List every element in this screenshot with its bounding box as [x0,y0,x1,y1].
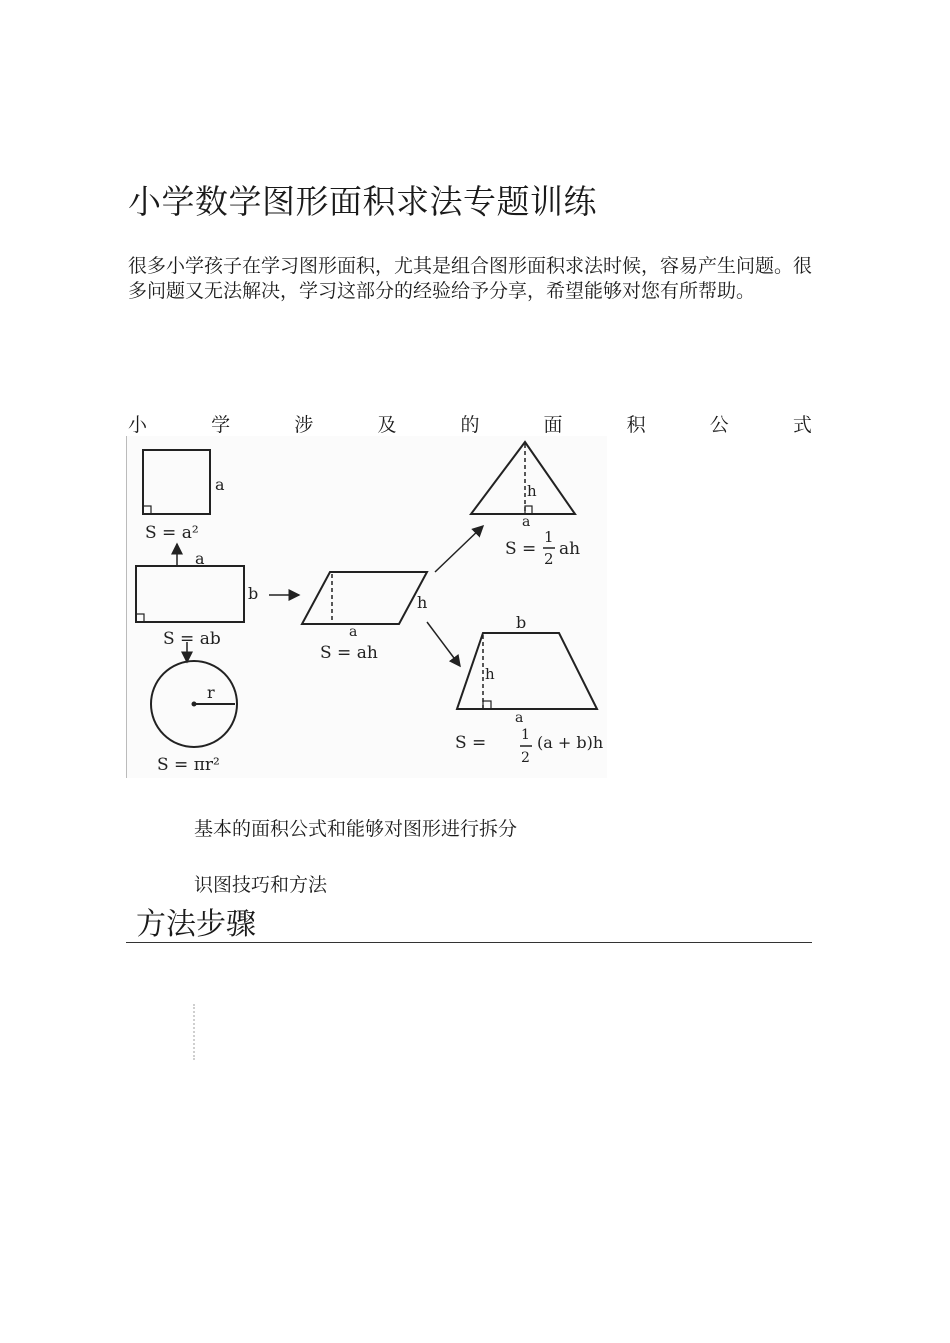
trapezoid-formula-lhs: S = [455,733,487,753]
heading-char: 公 [709,414,729,436]
trapezoid-height-label: h [485,665,495,683]
rectangle-shape [136,566,244,622]
triangle-formula-den: 2 [544,550,554,568]
heading-char: 学 [211,414,231,436]
parallelogram-formula: S = ah [320,643,378,663]
trapezoid-top-label: b [516,613,527,632]
square-shape [143,450,210,514]
square-side-label: a [215,475,225,494]
trapezoid-shape [457,633,597,709]
intro-paragraph: 很多小学孩子在学习图形面积，尤其是组合图形面积求法时候，容易产生问题。很多问题又无法解决，学习这部分的经验给予分享，希望能够对您有所帮助。 [128,255,813,302]
dotted-divider [193,1004,195,1060]
heading-char: 涉 [294,414,314,436]
document-title: 小学数学图形面积求法专题训练 [128,182,597,221]
triangle-shape [471,442,575,514]
heading-char: 式 [792,414,812,436]
trapezoid-formula-num: 1 [521,727,530,743]
triangle-formula-rhs: ah [559,539,581,559]
triangle-formula-lhs: S = [505,539,537,559]
rect-side-label: b [248,584,259,603]
parallelogram-base-label: a [349,624,358,640]
circle-radius-label: r [207,683,215,702]
parallelogram-height-label: h [417,593,428,612]
trapezoid-base-label: a [515,710,524,726]
bullet-item: 识图技巧和方法 [194,874,328,896]
triangle-formula-num: 1 [544,528,554,546]
heading-char: 积 [626,414,646,436]
circle-formula: S = πr² [157,755,220,775]
parallelogram-shape [302,572,427,624]
triangle-height-label: h [527,482,537,500]
heading-char: 的 [460,414,480,436]
bullet-item: 基本的面积公式和能够对图形进行拆分 [194,818,518,840]
triangle-base-label: a [522,514,531,530]
area-formulas-diagram [127,436,607,778]
rect-formula: S = ab [163,629,221,649]
area-formulas-figure [126,436,607,778]
heading-char: 及 [377,414,397,436]
trapezoid-formula-rhs: (a + b)h [537,733,604,752]
square-formula: S = a² [145,523,199,543]
section-heading: 方法步骤 [126,905,812,943]
rect-top-label: a [195,549,205,568]
heading-char: 面 [543,414,563,436]
heading-char: 小 [128,414,148,436]
trapezoid-formula-den: 2 [521,750,530,766]
formula-section-heading [128,410,812,437]
